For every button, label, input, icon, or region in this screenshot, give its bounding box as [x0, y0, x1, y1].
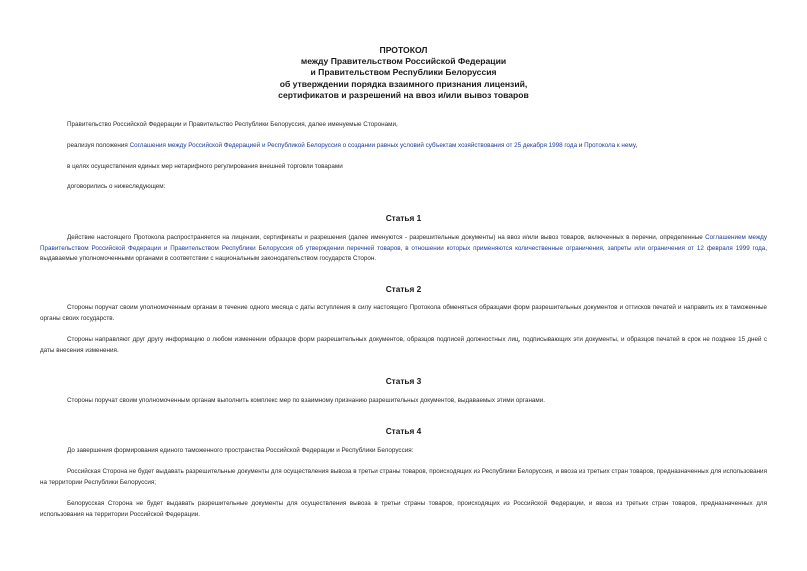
title-line-3: и Правительством Республики Белоруссия — [310, 67, 497, 78]
article-4-paragraph-3: Белорусская Сторона не будет выдавать разрешительные документы для осуществления вывоза в третьи страны товаров, происходящих из Российской Федерации, и ввоза из третьих стран товаров, предназначенных для использования на территории Российской Федерации. — [40, 500, 767, 518]
title-line-4: об утверждении порядка взаимного признания лицензий, — [279, 78, 528, 89]
preamble-parties: Правительство Российской Федерации и Правительство Республики Белоруссия, далее именуемые Сторонами, — [67, 121, 398, 128]
article-2-heading: Статья 2 — [385, 284, 422, 294]
article-4-paragraph-1: До завершения формирования единого таможенного пространства Российской Федерации и Республики Белоруссия: — [67, 447, 414, 454]
article-2-paragraph-1: Стороны поручат своим уполномоченным органам в течение одного месяца с даты вступления в силу настоящего Протокола обменяться образцами форм разрешительных документов и оттисков печатей и направить их в таможенные органы своих государств. — [40, 304, 767, 322]
title-line-2: между Правительством Российской Федерации — [300, 56, 507, 67]
agreement-link[interactable]: Соглашения между Российской Федерацией и Республикой Белоруссия о создании равных условий субъектам хозяйствования от 25 декабря 1998 года — [129, 142, 578, 149]
article-3-paragraph-1: Стороны поручат своим уполномоченным органам выполнить комплекс мер по взаимному признанию разрешительных документов, выдаваемых этими органами. — [67, 397, 546, 404]
preamble-purpose: в целях осуществления единых мер нетарифного регулирования внешней торговли товарами — [67, 163, 343, 170]
article-1-text-part: , выдаваемые уполномоченными органами в соответствии с национальным законодательством государств Сторон. — [40, 244, 767, 262]
article-1-text-part: Действие настоящего Протокола распространяется на лицензии, сертификаты и разрешения (далее именуются - разрешительные документы) на ввоз и/или вывоз товаров, включенных в перечни, определенные — [67, 234, 706, 241]
article-1-agreement-link[interactable]: Соглашением между Правительством Российской Федерации и Правительством Республики Белоруссия об утверждении перечней товаров, в отношении которых применяются количественные ограничения, запреты или ограничения от 12 февраля 1999 года — [40, 234, 767, 252]
preamble-agreement-reference — [67, 141, 767, 152]
article-4-heading: Статья 4 — [385, 426, 422, 436]
article-4-paragraph-2: Российская Сторона не будет выдавать разрешительные документы для осуществления вывоза в третьи страны товаров, происходящих из Республики Белоруссия, и ввоза из третьих стран товаров, предназначенных для использования на территории Республики Белоруссия; — [40, 468, 767, 486]
preamble-text: и — [577, 142, 585, 149]
article-2-paragraph-2: Стороны направляют друг другу информацию о любом изменении образцов форм разрешительных документов, образцов подписей должностных лиц, подписывающих эти документы, и образцов печатей в срок не позднее 15 дней с даты внесения изменения. — [40, 336, 767, 354]
article-3-heading: Статья 3 — [385, 376, 422, 386]
article-1-text — [40, 233, 767, 265]
protocol-link[interactable]: Протокола к нему — [584, 142, 636, 149]
article-1-heading: Статья 1 — [385, 213, 422, 223]
preamble-agreed: договорились о нижеследующем: — [67, 183, 166, 190]
preamble-text: реализуя положения — [67, 142, 130, 149]
document-title — [0, 45, 807, 101]
title-line-5: сертификатов и разрешений на ввоз и/или вывоз товаров — [278, 89, 529, 100]
preamble-text: , — [635, 142, 638, 149]
title-line-1: ПРОТОКОЛ — [379, 45, 428, 55]
